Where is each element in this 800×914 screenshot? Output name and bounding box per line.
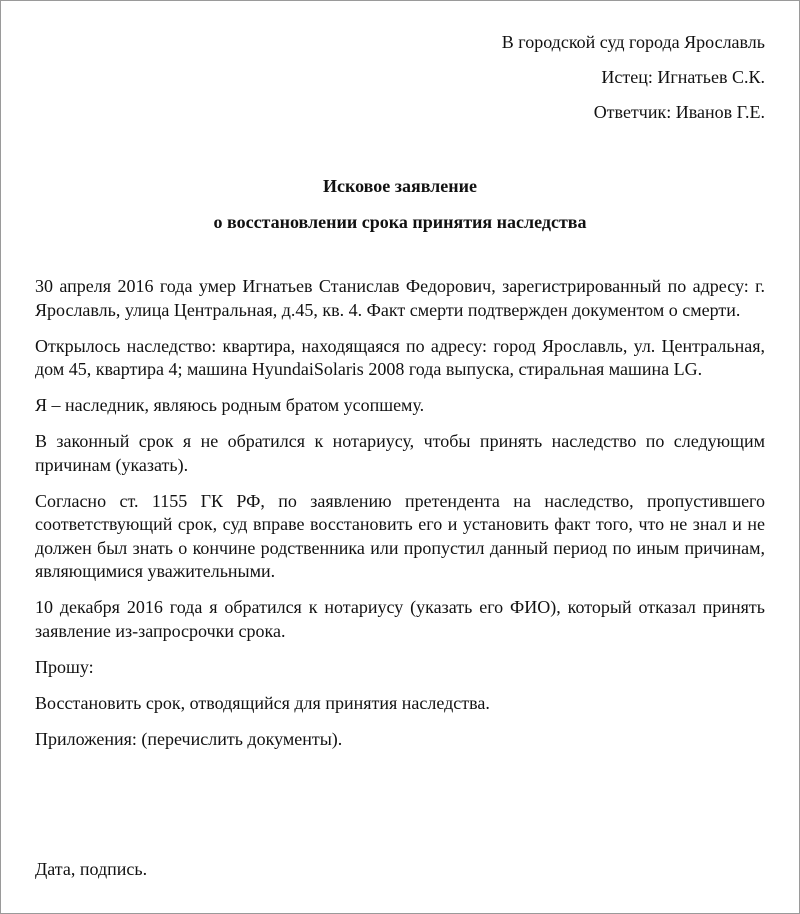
date-signature: Дата, подпись. (35, 859, 148, 879)
paragraph-request: Восстановить срок, отводящийся для принятия наследства. (35, 692, 490, 713)
paragraph-missed-deadline: В законный срок я не обратился к нотариусу, чтобы принять наследство по следующим причинам (указать). (35, 431, 765, 475)
document-title (1, 168, 799, 240)
paragraph-notary-refusal: 10 декабря 2016 года я обратился к нотариусу (указать его ФИО), который отказал принять заявление из-запросрочки срока. (35, 597, 765, 641)
addressee-block (502, 25, 765, 130)
paragraph-death-fact: 30 апреля 2016 года умер Игнатьев Станислав Федорович, зарегистрированный по адресу: г. Ярославль, улица Центральная, д.45, кв. 4. Факт смерти подтвержден документом о смерти. (35, 276, 765, 320)
paragraph-attachments: Приложения: (перечислить документы). (35, 728, 343, 749)
plaintiff-line: Истец: Игнатьев С.К. (601, 67, 765, 87)
paragraph-heir: Я – наследник, являюсь родным братом усопшему. (35, 395, 425, 415)
paragraph-request-heading: Прошу: (35, 656, 94, 677)
claim-body (35, 275, 765, 764)
paragraph-legal-basis: Согласно ст. 1155 ГК РФ, по заявлению претендента на наследство, пропустившего соответствующий срок, суд вправе восстановить его и установить факт того, что не знал и не должен был знать о кончине родственника или пропустил данный период по иным причинам, являющимися уважительными. (35, 490, 765, 581)
title-line-2: о восстановлении срока принятия наследства (213, 212, 587, 232)
court-addressee: В городской суд города Ярославль (501, 32, 765, 52)
paragraph-inheritance: Открылось наследство: квартира, находящаяся по адресу: город Ярославль, ул. Центральная, дом 45, квартира 4; машина HyundaiSolaris 2008 года выпуска, стиральная машина LG. (35, 335, 765, 379)
title-line-1: Исковое заявление (322, 176, 478, 196)
defendant-line: Ответчик: Иванов Г.Е. (593, 102, 765, 122)
